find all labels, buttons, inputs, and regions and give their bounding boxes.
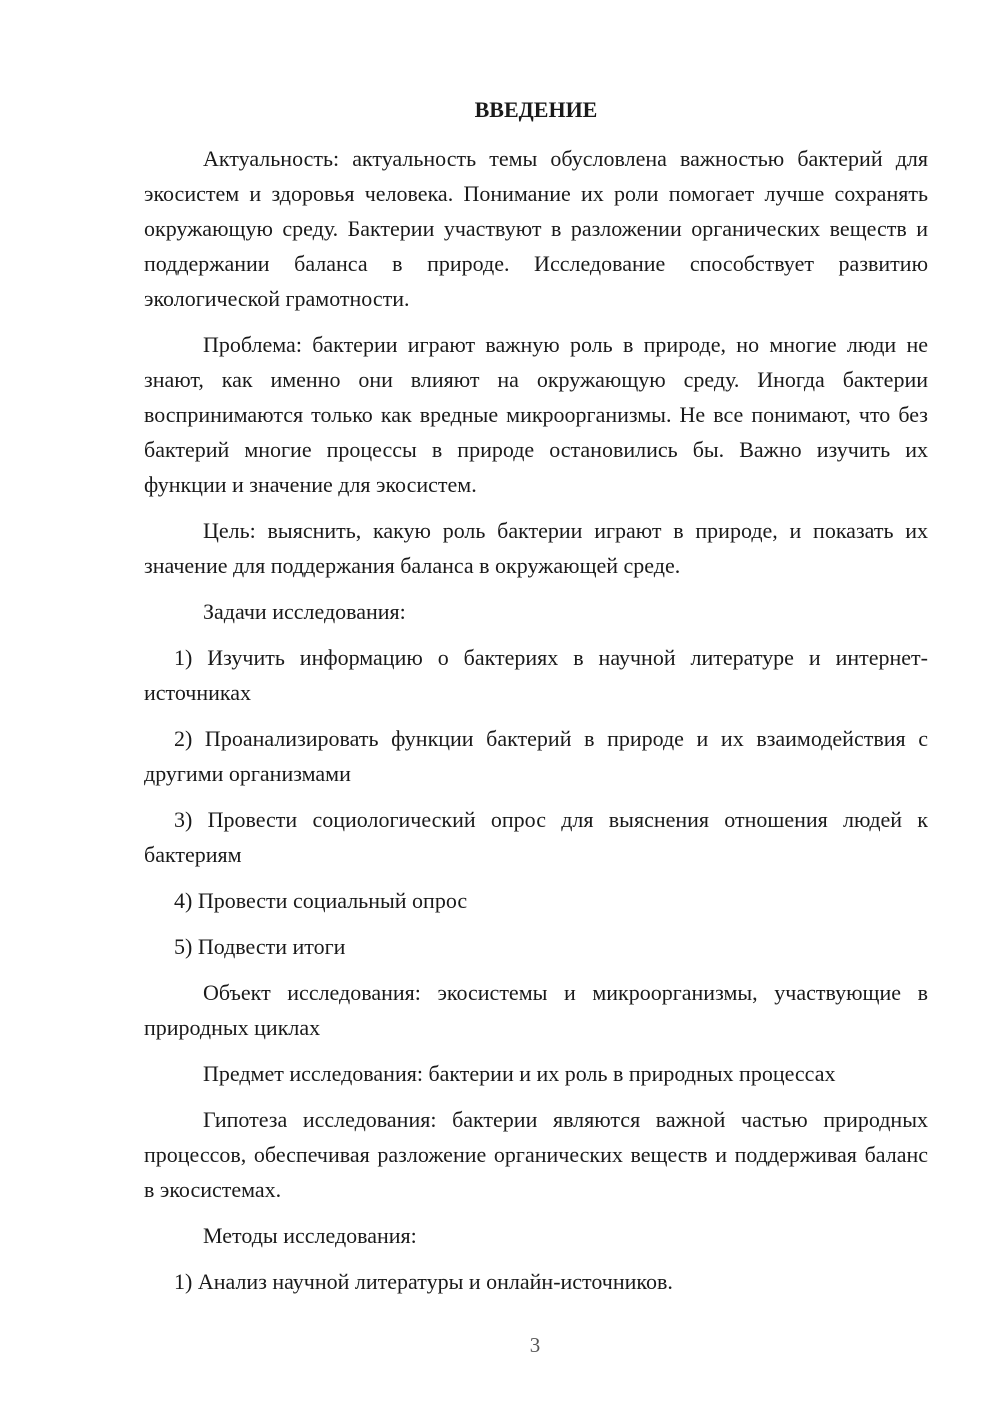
task-item-5: 5) Подвести итоги [174,934,346,959]
goal-paragraph: Цель: выяснить, какую роль бактерии играют в природе, и показать их значение для поддержания баланса в окружающей среде. [144,518,928,578]
hypothesis-paragraph: Гипотеза исследования: бактерии являются важной частью природных процессов, обеспечивая разложение органических веществ и поддерживая баланс в экосистемах. [144,1107,928,1202]
task-item-1: 1) Изучить информацию о бактериях в научной литературе и интернет-источниках [144,645,928,705]
document-page [144,92,928,1310]
subject-paragraph: Предмет исследования: бактерии и их роль в природных процессах [203,1061,836,1086]
tasks-title: Задачи исследования: [203,599,406,624]
relevance-paragraph: Актуальность: актуальность темы обусловлена важностью бактерий для экосистем и здоровья человека. Понимание их роли помогает лучше сохранять окружающую среду. Бактерии участвуют в разложении органических веществ и поддержании баланса в природе. Исследование способствует развитию экологической грамотности. [144,146,928,311]
method-item-1: 1) Анализ научной литературы и онлайн-источников. [174,1269,673,1294]
problem-paragraph: Проблема: бактерии играют важную роль в природе, но многие люди не знают, как именно они влияют на окружающую среду. Иногда бактерии воспринимаются только как вредные микроорганизмы. Не все понимают, что без бактерий многие процессы в природе остановились бы. Важно изучить их функции и значение для экосистем. [144,332,928,497]
task-item-4: 4) Провести социальный опрос [174,888,468,913]
task-item-3: 3) Провести социологический опрос для выяснения отношения людей к бактериям [144,807,928,867]
page-number: 3 [529,1333,541,1357]
object-paragraph: Объект исследования: экосистемы и микроорганизмы, участвующие в природных циклах [144,980,928,1040]
task-item-2: 2) Проанализировать функции бактерий в природе и их взаимодействия с другими организмами [144,726,928,786]
page-title: ВВЕДЕНИЕ [474,97,598,122]
methods-title: Методы исследования: [203,1223,417,1248]
